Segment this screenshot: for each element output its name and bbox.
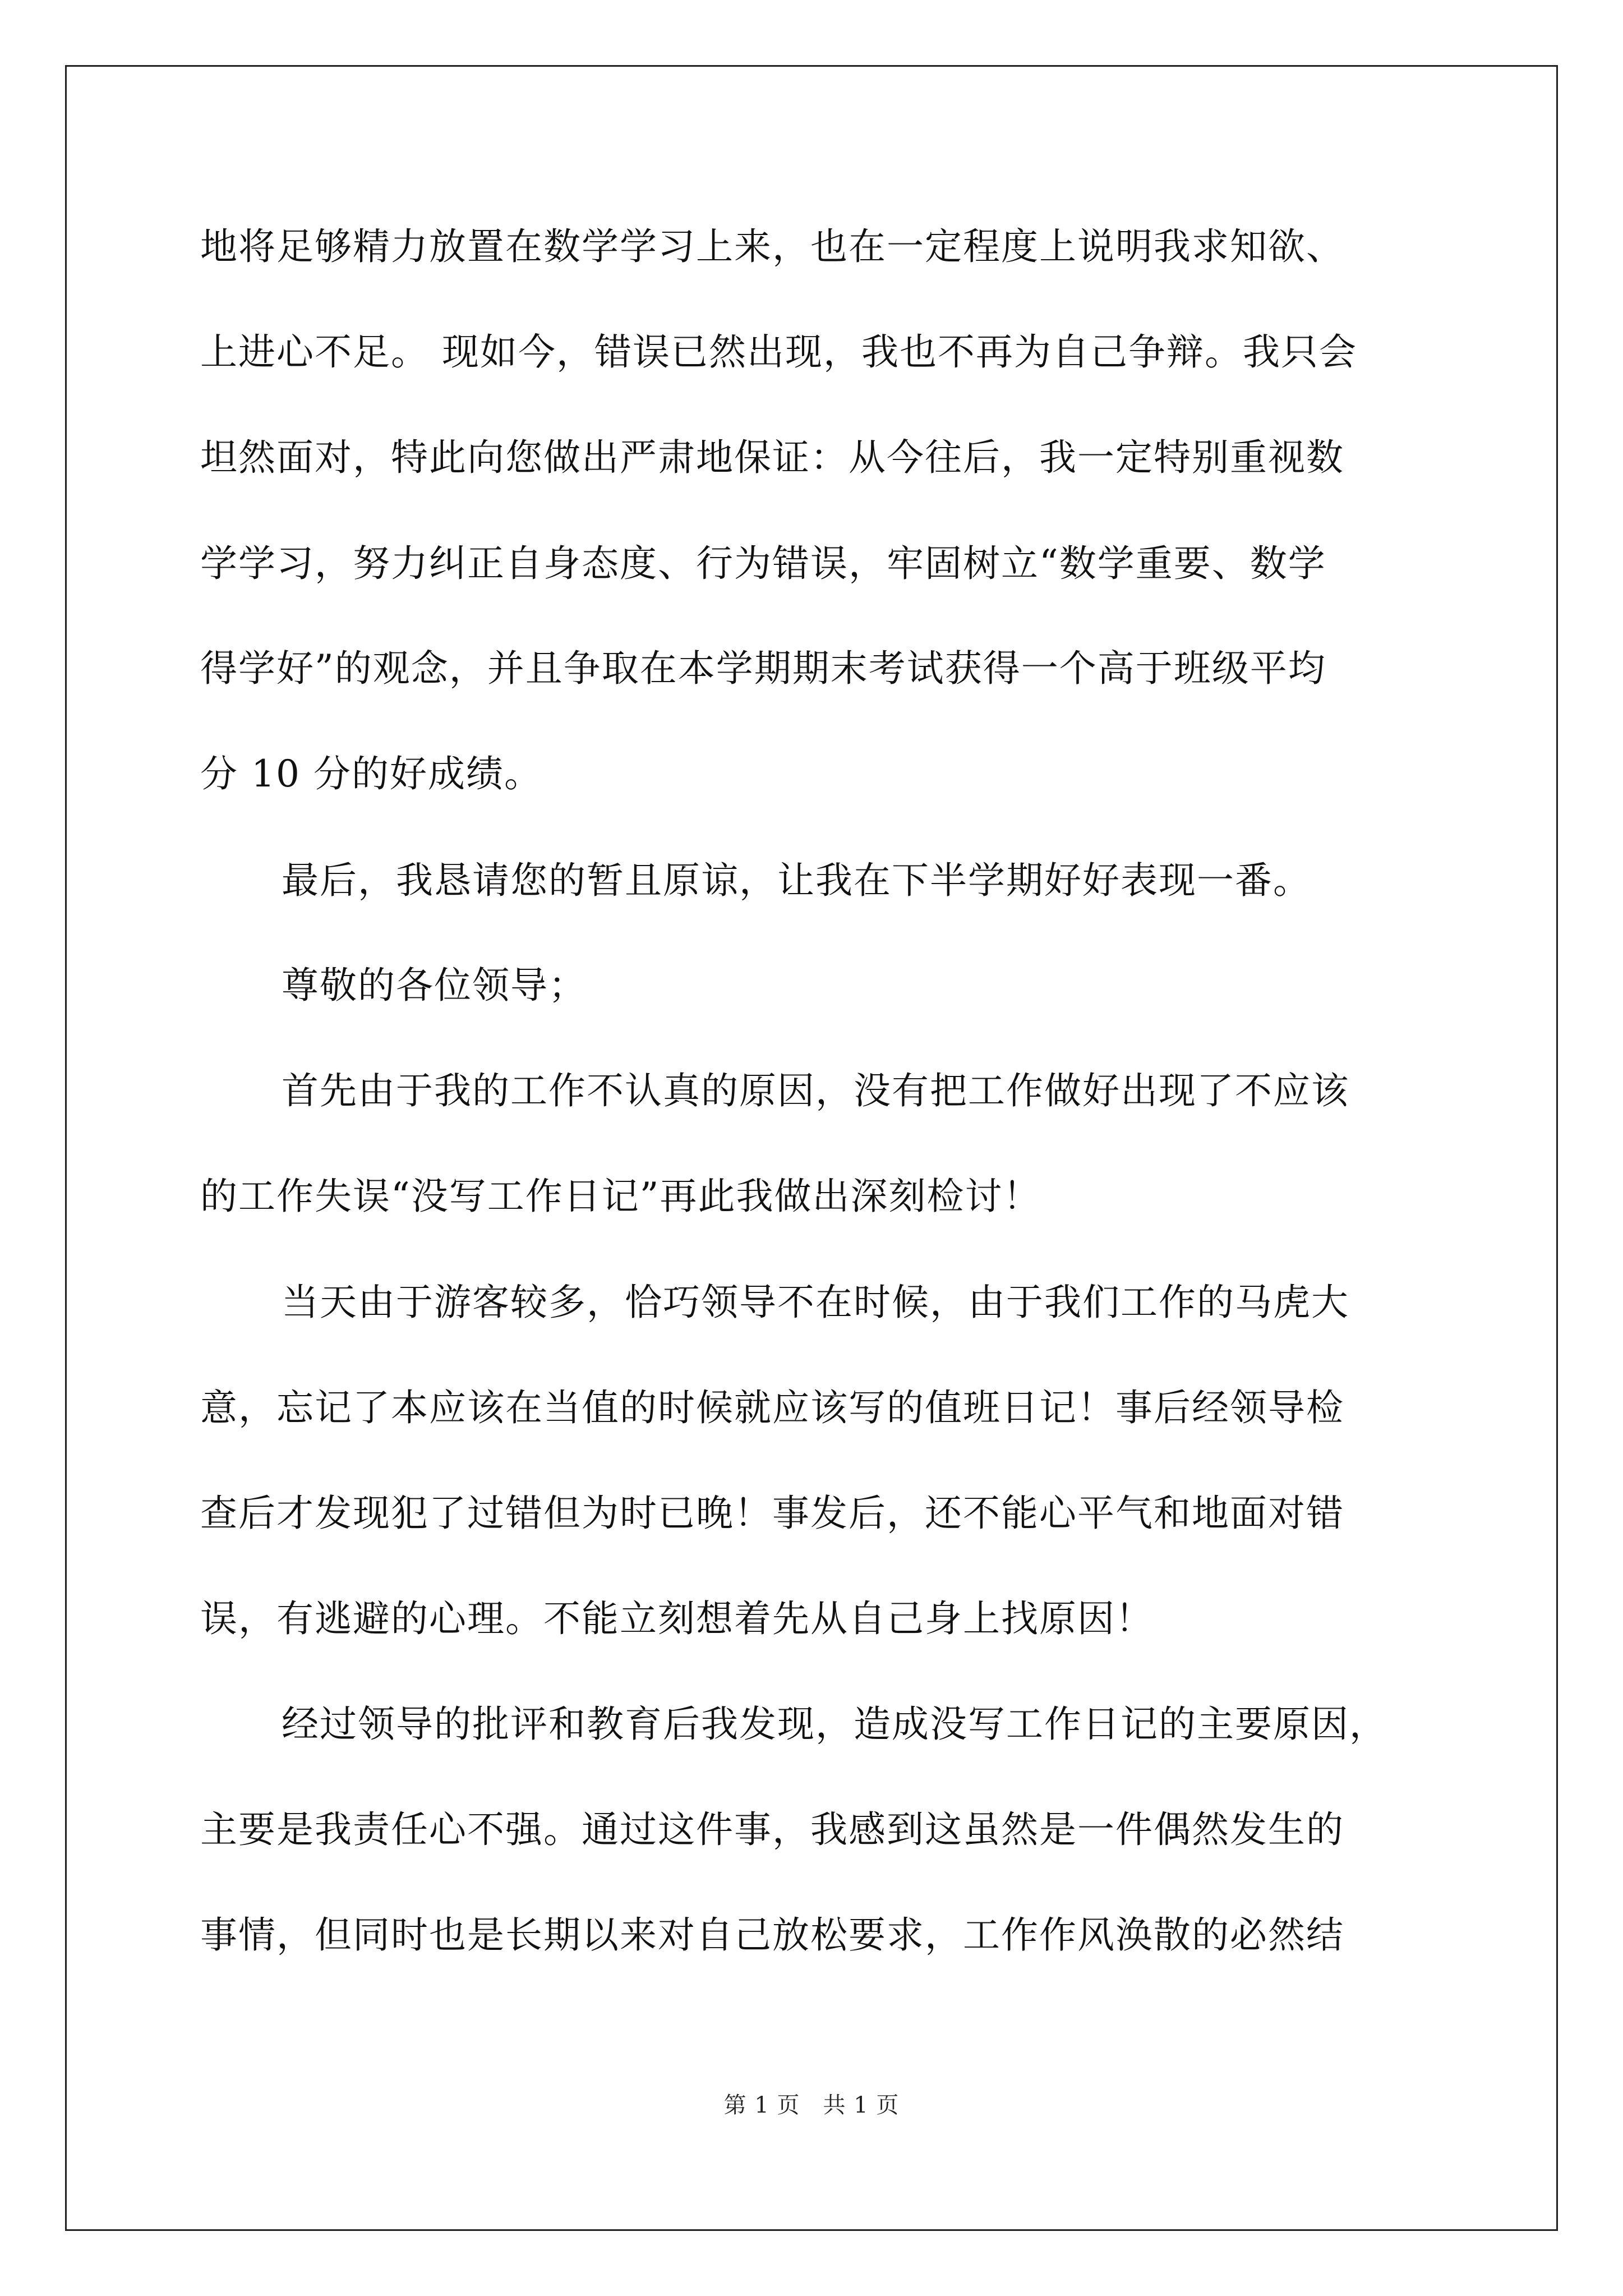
paragraph-line: 首先由于我的工作不认真的原因，没有把工作做好出现了不应该 [282, 1069, 1349, 1112]
paragraph-line: 事情，但同时也是长期以来对自己放松要求，工作作风涣散的必然结 [200, 1913, 1344, 1957]
paragraph-line: 坦然面对，特此向您做出严肃地保证：从今往后，我一定特别重视数 [200, 436, 1344, 479]
paragraph-line: 经过领导的批评和教育后我发现，造成没写工作日记的主要原因， [282, 1703, 1387, 1746]
paragraph-line: 分 10 分的好成绩。 [200, 752, 542, 795]
paragraph-line: 查后才发现犯了过错但为时已晚！事发后，还不能心平气和地面对错 [200, 1492, 1344, 1535]
paragraph-line: 得学好”的观念，并且争取在本学期期末考试获得一个高于班级平均 [200, 647, 1326, 690]
salutation-line: 尊敬的各位领导； [282, 964, 587, 1007]
paragraph-line: 误，有逃避的心理。不能立刻想着先从自己身上找原因！ [200, 1597, 1154, 1640]
paragraph-line: 主要是我责任心不强。通过这件事，我感到这虽然是一件偶然发生的 [200, 1808, 1344, 1851]
paragraph-line: 意，忘记了本应该在当值的时候就应该写的值班日记！事后经领导检 [200, 1386, 1344, 1429]
paragraph-line: 学学习，努力纠正自身态度、行为错误，牢固树立“数学重要、数学 [200, 542, 1326, 585]
paragraph-line: 的工作失误“没写工作日记”再此我做出深刻检讨！ [200, 1175, 1041, 1218]
paragraph-line: 地将足够精力放置在数学学习上来，也在一定程度上说明我求知欲、 [200, 225, 1344, 268]
paragraph-line: 当天由于游客较多，恰巧领导不在时候，由于我们工作的马虎大 [282, 1281, 1349, 1324]
page-number-footer: 第 1 页 共 1 页 [723, 2092, 900, 2118]
paragraph-line: 最后，我恳请您的暂且原谅，让我在下半学期好好表现一番。 [282, 859, 1311, 902]
paragraph-line: 上进心不足。 现如今，错误已然出现，我也不再为自己争辩。我只会 [200, 330, 1357, 374]
page-border [65, 65, 1558, 2231]
